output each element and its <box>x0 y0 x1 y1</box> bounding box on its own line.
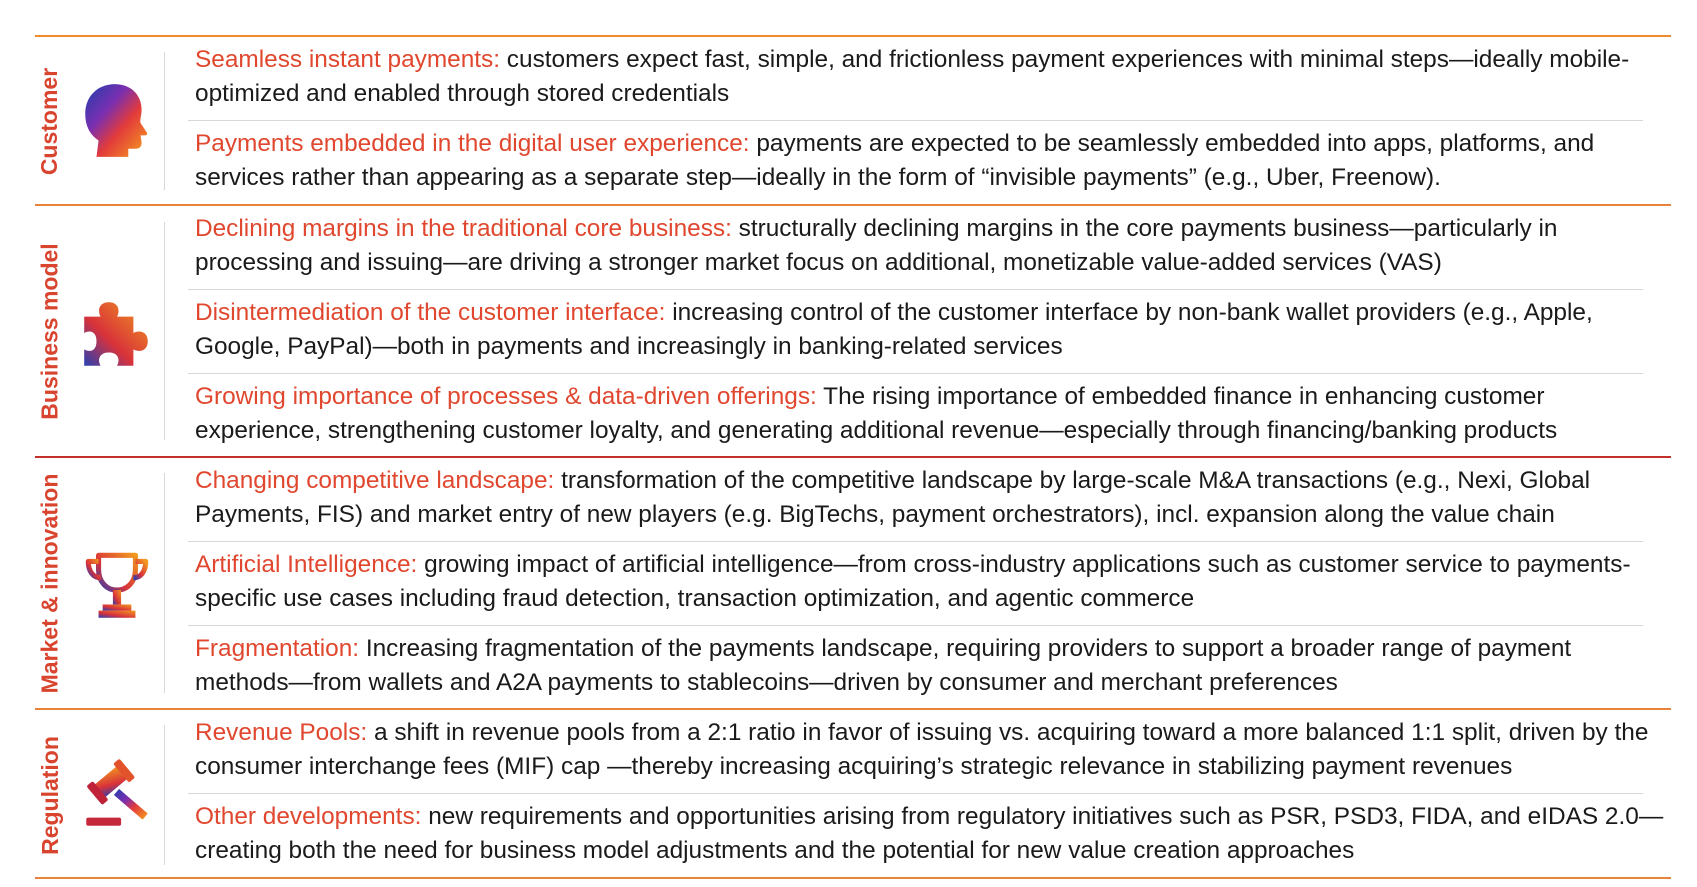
column-separator <box>164 473 165 693</box>
trophy-icon <box>76 545 158 627</box>
item-text: growing impact of artificial intelligence—from cross-industry applications such as customer service to payments-specific use cases including fraud detection, transaction optimization, and agentic commerce <box>195 551 1631 612</box>
list-item <box>195 548 1665 616</box>
list-item <box>195 127 1665 195</box>
human-head-icon <box>76 78 158 160</box>
item-separator <box>188 625 1643 626</box>
section-divider <box>35 708 1671 710</box>
item-heading: Revenue Pools: <box>195 719 368 746</box>
section-divider <box>35 204 1671 206</box>
item-heading: Payments embedded in the digital user experience: <box>195 130 750 157</box>
category-label: Market & innovation <box>36 473 63 693</box>
item-text: structurally declining margins in the core payments business—particularly in processing and issuing—are driving a stronger market focus on additional, monetizable value-added services (VAS) <box>195 215 1558 276</box>
item-text: payments are expected to be seamlessly embedded into apps, platforms, and services rather than appearing as a separate step—ideally in the form of “invisible payments” (e.g., Uber, Freenow). <box>195 130 1595 191</box>
item-separator <box>188 541 1643 542</box>
item-separator <box>188 120 1643 121</box>
item-text: The rising importance of embedded finance in enhancing customer experience, strengthening customer loyalty, and generating additional revenue—especially through financing/banking products <box>195 383 1558 444</box>
item-heading: Fragmentation: <box>195 635 360 662</box>
item-heading: Other developments: <box>195 803 422 830</box>
list-item <box>195 296 1665 364</box>
item-text: Increasing fragmentation of the payments landscape, requiring providers to support a broader range of payment methods—from wallets and A2A payments to stablecoins—driven by consumer and merchant preferences <box>195 635 1572 696</box>
list-item <box>195 800 1665 868</box>
puzzle-piece-icon <box>76 292 158 374</box>
list-item <box>195 632 1665 700</box>
item-text: transformation of the competitive landscape by large-scale M&A transactions (e.g., Nexi, Global Payments, FIS) and market entry of new players (e.g. BigTechs, payment orchestrators), incl. expansion along the value chain <box>195 467 1591 528</box>
item-text: customers expect fast, simple, and frictionless payment experiences with minimal steps—ideally mobile-optimized and enabled through stored credentials <box>195 46 1630 107</box>
item-separator <box>188 289 1643 290</box>
column-separator <box>164 52 165 190</box>
list-item <box>195 380 1665 448</box>
list-item <box>195 464 1665 532</box>
category-label: Regulation <box>36 735 63 855</box>
list-item <box>195 212 1665 280</box>
item-separator <box>188 793 1643 794</box>
top-rule <box>35 35 1671 37</box>
gavel-icon <box>76 752 158 834</box>
item-text: a shift in revenue pools from a 2:1 ratio in favor of issuing vs. acquiring toward a more balanced 1:1 split, driven by the consumer interchange fees (MIF) cap —thereby increasing acquiring’s strategic relevance in stabilizing payment revenues <box>195 719 1649 780</box>
item-heading: Declining margins in the traditional core business: <box>195 215 732 242</box>
item-heading: Seamless instant payments: <box>195 46 501 73</box>
column-separator <box>164 725 165 865</box>
list-item <box>195 43 1665 111</box>
category-label: Business model <box>36 242 63 420</box>
bottom-rule <box>35 877 1671 879</box>
item-text: increasing control of the customer interface by non-bank wallet providers (e.g., Apple, Google, PayPal)—both in payments and increasingly in banking-related services <box>195 299 1593 360</box>
list-item <box>195 716 1665 784</box>
item-heading: Growing importance of processes & data-driven offerings: <box>195 383 817 410</box>
item-separator <box>188 373 1643 374</box>
category-label: Customer <box>36 67 63 175</box>
column-separator <box>164 222 165 440</box>
item-heading: Disintermediation of the customer interface: <box>195 299 666 326</box>
item-text: new requirements and opportunities arising from regulatory initiatives such as PSR, PSD3, FIDA, and eIDAS 2.0—creating both the need for business model adjustments and the potential for new value creation approaches <box>195 803 1664 864</box>
item-heading: Artificial Intelligence: <box>195 551 418 578</box>
section-divider <box>35 456 1671 458</box>
item-heading: Changing competitive landscape: <box>195 467 555 494</box>
